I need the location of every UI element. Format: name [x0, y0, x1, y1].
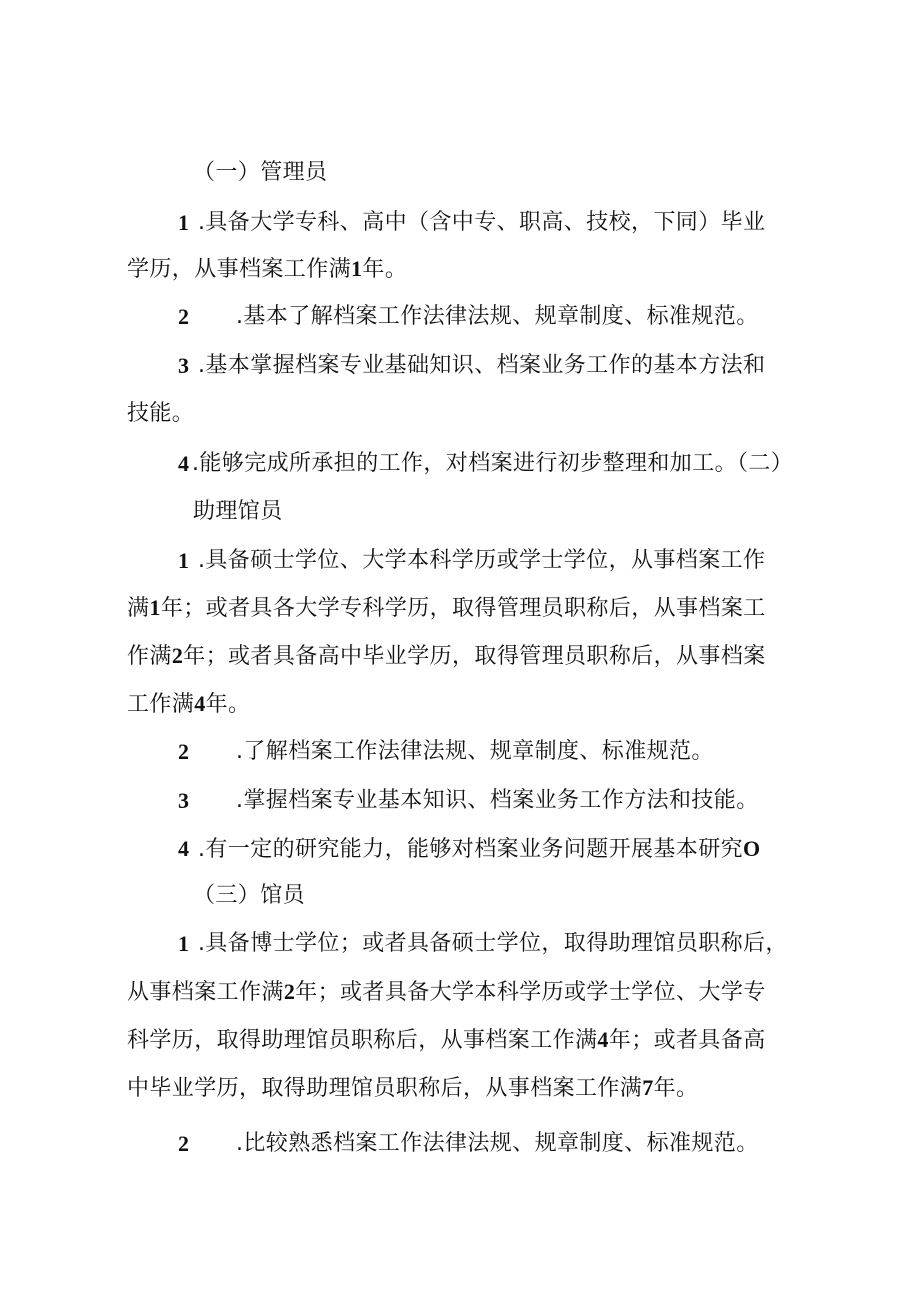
item-1-line-2: 学历，从事档案工作满1年。 [127, 256, 408, 282]
item-number: 3 [178, 788, 189, 813]
item-number: 2 [178, 304, 189, 329]
item-c1-line-1: .具备博士学位；或者具备硕士学位，取得助理馆员职称后， [198, 931, 788, 956]
item-c1-line-3: 科学历，取得助理馆员职称后，从事档案工作满4年；或者具备高 [127, 1027, 766, 1053]
item-number: 3 [178, 353, 189, 378]
item-c2-text: .比较熟悉档案工作法律法规、规章制度、标准规范。 [236, 1131, 759, 1156]
item-b1-line-4: 工作满4年。 [127, 691, 251, 717]
item-number: 4 [178, 836, 189, 861]
section-heading-1: （一）管理员 [193, 160, 328, 185]
section-heading-2: 助理馆员 [193, 499, 283, 524]
item-2-text: .基本了解档案工作法律法规、规章制度、标准规范。 [236, 304, 759, 329]
item-b1-line-3: 作满2年；或者具备高中毕业学历，取得管理员职称后，从事档案 [127, 643, 766, 669]
item-number: 1 [178, 210, 189, 235]
item-b3-text: .掌握档案专业基本知识、档案业务工作方法和技能。 [236, 788, 759, 813]
item-b1-line-2: 满1年；或者具各大学专科学历，取得管理员职称后，从事档案工 [127, 595, 766, 621]
item-number: 1 [178, 931, 189, 956]
item-1-line-1: .具备大学专科、高中（含中专、职高、技校，下同）毕业 [198, 210, 766, 235]
item-b2-text: .了解档案工作法律法规、规章制度、标准规范。 [236, 739, 714, 764]
item-c1-line-2: 从事档案工作满2年；或者具备大学本科学历或学士学位、大学专 [127, 979, 766, 1005]
item-4-text: .能够完成所承担的工作，对档案进行初步整理和加工。（二） [192, 451, 794, 476]
section-heading-3: （三）馆员 [193, 883, 306, 908]
item-c1-line-4: 中毕业学历，取得助理馆员职称后，从事档案工作满7年。 [127, 1075, 699, 1101]
item-b1-line-1: .具备硕士学位、大学本科学历或学士学位，从事档案工作 [198, 548, 766, 573]
item-number: 1 [178, 548, 189, 573]
item-3-line-2: 技能。 [127, 401, 195, 426]
item-b4-text: .有一定的研究能力，能够对档案业务问题开展基本研究O [198, 836, 761, 862]
item-number: 2 [178, 739, 189, 764]
item-number: 2 [178, 1131, 189, 1156]
item-3-line-1: .基本掌握档案专业基础知识、档案业务工作的基本方法和 [198, 353, 766, 378]
item-number: 4 [178, 451, 189, 476]
